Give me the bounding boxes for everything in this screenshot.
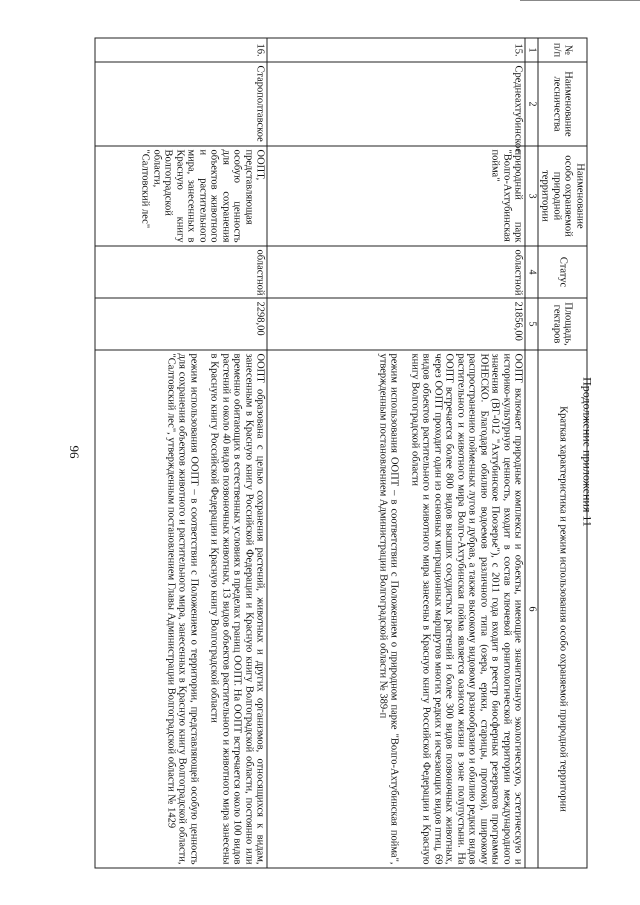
area-value: 2298,00 [96,298,268,350]
column-number: 5 [526,298,539,350]
table-row [96,38,268,868]
header-area: Площадь, гектаров [538,298,587,350]
header-area-name: Наименование особо охраняемой природной территории [538,146,587,246]
row-number: 15. [268,38,526,62]
scan-edge-line [520,0,640,1]
rotated-table-container [53,38,588,868]
page-number: 96 [67,445,82,459]
column-number: 3 [526,146,539,246]
usage-regime-text: режим использования ООПТ – в соответствии с Положением о территории, представляющей особую ценность для сохранения объектов животного и растительного мира, занесенных в Красную книгу Волгоградской области, "Салтовский лес", утвержденным постановлением Главы Администрации Волгоградской области № 1429 [165,353,200,865]
description-cell [96,350,268,868]
column-number: 6 [526,350,539,868]
description-cell [268,350,526,868]
area-value: 21856,00 [268,298,526,350]
protected-area-name: ООПТ, представляющая особую ценность для сохранения объектов животного и растительного мира, занесенных в Красную книгу Волгоградской области, "Салтовский лес" [96,146,268,246]
row-number: 16. [96,38,268,62]
protected-areas-table [95,38,588,869]
column-number-row [526,38,539,868]
column-number: 1 [526,38,539,62]
status-value: областной [268,246,526,298]
header-row [538,38,587,868]
header-num: № п/п [538,38,587,62]
column-number: 4 [526,246,539,298]
header-status: Статус [538,246,587,298]
status-value: областной [96,246,268,298]
usage-regime-text: режим использования ООПТ – в соответствии с Положением о природном парке "Волго-Ахтубинская пойма", утвержденным постановлением Администрации Волгоградской области № 389-п [377,353,400,865]
continuation-label: Продолжение приложения 11 [580,377,595,527]
header-description: Краткая характеристика и режим использования особо охраняемой природной территории [538,350,587,868]
forestry-name: Среднеахтубинское [268,62,526,146]
protected-area-name: природный парк "Волго-Ахтубинская пойма" [268,146,526,246]
description-text: ООПТ образована с целью сохранения растений, животных и других организмов, относящихся к видам, занесенным в Красную книгу Российской Федерации и Красную книгу Волгоградской области, постоянно или временно обитающих в естественных условиях в пределах границ ООПТ. На ООПТ встречается около 100 видов растений и около 40 видов позвоночных животных, 13 видов объектов растительного и животного мира занесены в Красную книгу Российской Федерации и Красную книгу Волгоградской области [209,353,266,865]
column-number: 2 [526,62,539,146]
forestry-name: Старополтавское [96,62,268,146]
description-text: ООПТ включает природные комплексы и объекты, имеющие значительную экологическую, эстетическую и историко-культурную ценность, входит в состав ключевой орнитологической территории международного значения (ВГ-012 "Ахтубинское Поозерье"), с 2011 года входит в реестр биосферных резерватов программы ЮНЕСКО. Благодаря обилию водоемов различного типа (озера, ерики, старицы, протоки), широкому распространению пойменных лугов и дубрав, а также высокому видовому разнообразию и обилию редких видов растительного и животного мира Волго-Ахтубинская пойма является оазисом жизни в зоне полупустыни. На ООПТ встречается более 800 видов высших сосудистых растений и более 300 видов позвоночных животных, через ООПТ проходит один из основных миграционных маршрутов многих редких и исчезающих видов птиц, 69 видов объектов растительного и животного мира занесены в Красную книгу Российской Федерации и Красную книгу Волгоградской области [409,353,524,865]
header-forestry: Наименование лесничества [538,62,587,146]
table-row [268,38,526,868]
